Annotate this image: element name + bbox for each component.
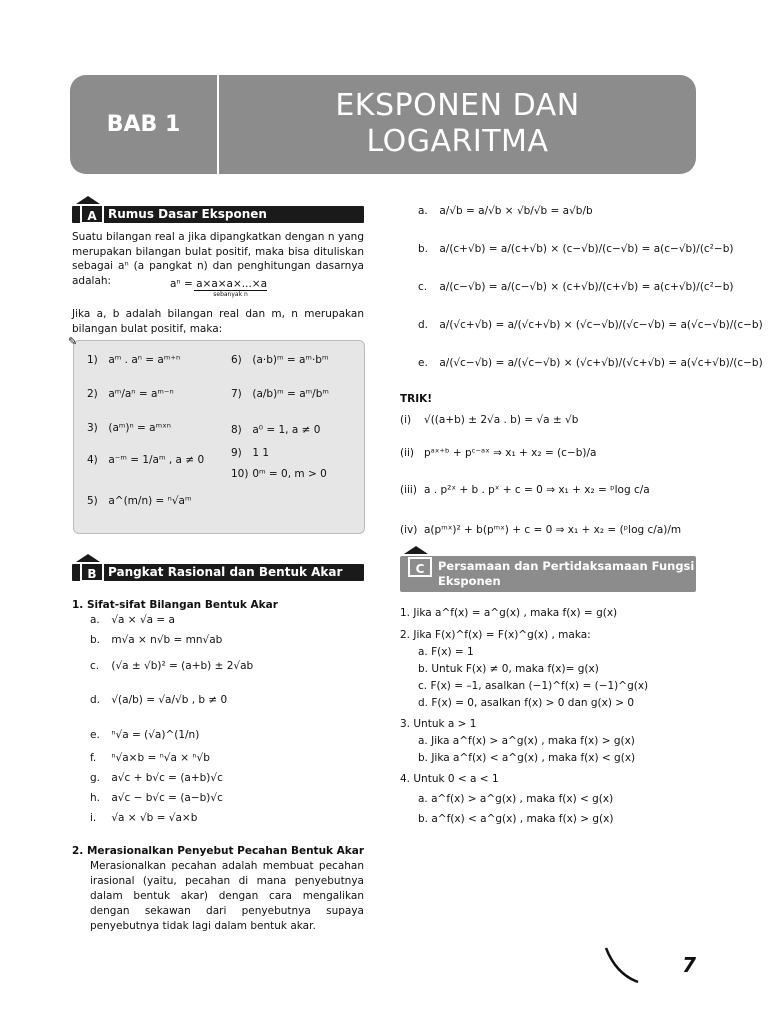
section-c-bar bbox=[400, 556, 696, 592]
chapter-title-line-1: EKSPONEN DAN bbox=[335, 88, 580, 123]
definition-underbrace-label: sebanyak n bbox=[194, 290, 267, 298]
section-c-subitem: b. Jika a^f(x) < a^g(x) , maka f(x) < g(x) bbox=[418, 752, 636, 764]
rule-number: 9) bbox=[231, 447, 242, 459]
rationalize-item bbox=[418, 196, 718, 234]
rule-number: 4) bbox=[87, 454, 98, 466]
item-formula: a/√b = a/√b × √b/√b = a√b/b bbox=[439, 205, 593, 217]
item-formula: a/(c+√b) = a/(c+√b) × (c−√b)/(c−√b) = a(c−√b)/(c²−b) bbox=[439, 243, 734, 255]
graduation-cap-icon bbox=[76, 196, 100, 204]
definition-equation bbox=[170, 278, 267, 298]
rule-formula: 0ᵐ = 0, m > 0 bbox=[252, 468, 327, 480]
section-c-subitem: a. a^f(x) > a^g(x) , maka f(x) < g(x) bbox=[418, 793, 614, 805]
item-number: (i) bbox=[400, 414, 412, 426]
item-letter: d. bbox=[90, 694, 101, 706]
item-number: (iv) bbox=[400, 524, 418, 536]
root-property bbox=[90, 792, 360, 812]
section-c-item: 2. Jika F(x)^f(x) = F(x)^g(x) , maka: bbox=[400, 629, 591, 641]
section-b-heading-1: 1. Sifat-sifat Bilangan Bentuk Akar bbox=[72, 599, 278, 611]
root-property bbox=[90, 654, 360, 682]
section-b-paragraph-2: Merasionalkan pecahan adalah membuat pecahan irasional (yaitu, pecahan di mana penyebutnya dalam bentuk akar) dengan cara mengalikan dengan sekawan dari penyebutnya supaya penyebutnya tidak lagi dalam bentuk akar. bbox=[90, 860, 364, 932]
item-letter: f. bbox=[90, 752, 97, 764]
root-property bbox=[90, 812, 360, 832]
section-c-badge: C bbox=[408, 557, 432, 577]
rule-10 bbox=[231, 468, 327, 480]
section-c-subitem: b. Untuk F(x) ≠ 0, maka f(x)= g(x) bbox=[418, 663, 599, 675]
rule-9 bbox=[231, 447, 269, 459]
root-property bbox=[90, 682, 360, 718]
item-letter: c. bbox=[418, 281, 428, 293]
section-c-subitem: c. F(x) = –1, asalkan (−1)^f(x) = (−1)^g(x) bbox=[418, 680, 649, 692]
trik-list bbox=[400, 408, 720, 550]
item-formula: a . p²ˣ + b . pˣ + c = 0 ⇒ x₁ + x₂ = ᵖlog c/a bbox=[424, 484, 650, 496]
rule-formula: (a·b)ᵐ = aᵐ·bᵐ bbox=[252, 354, 329, 366]
rule-number: 6) bbox=[231, 354, 242, 366]
rule-2 bbox=[87, 388, 174, 400]
chapter-title-line-2: LOGARITMA bbox=[366, 124, 549, 159]
page-corner-decoration-icon bbox=[602, 946, 642, 986]
item-formula: √(a/b) = √a/√b , b ≠ 0 bbox=[111, 694, 228, 706]
root-property bbox=[90, 614, 360, 634]
rule-number: 1) bbox=[87, 354, 98, 366]
rule-number: 3) bbox=[87, 422, 98, 434]
rule-formula: (aᵐ)ⁿ = aᵐˣⁿ bbox=[108, 422, 171, 434]
item-formula: ⁿ√a = (√a)^(1/n) bbox=[111, 729, 200, 741]
item-formula: ⁿ√a×b = ⁿ√a × ⁿ√b bbox=[111, 752, 210, 764]
item-letter: h. bbox=[90, 792, 100, 804]
rule-6 bbox=[231, 354, 329, 366]
item-number: (iii) bbox=[400, 484, 417, 496]
rule-formula: (a/b)ᵐ = aᵐ/bᵐ bbox=[252, 388, 329, 400]
trik-item bbox=[400, 408, 720, 436]
item-formula: m√a × n√b = mn√ab bbox=[111, 634, 223, 646]
item-formula: √a × √b = √a×b bbox=[111, 812, 198, 824]
rule-number: 5) bbox=[87, 495, 98, 507]
item-letter: d. bbox=[418, 319, 429, 331]
item-letter: b. bbox=[418, 243, 429, 255]
chapter-label: BAB 1 bbox=[106, 112, 181, 137]
section-c-item: 3. Untuk a > 1 bbox=[400, 718, 477, 730]
chapter-title bbox=[219, 80, 696, 168]
rule-formula: a⁰ = 1, a ≠ 0 bbox=[252, 424, 321, 436]
section-c-subitem: a. Jika a^f(x) > a^g(x) , maka f(x) > g(x) bbox=[418, 735, 635, 747]
trik-title: TRIK! bbox=[400, 393, 433, 405]
rule-number: 2) bbox=[87, 388, 98, 400]
root-property bbox=[90, 752, 360, 772]
section-c-subitem: d. F(x) = 0, asalkan f(x) > 0 dan g(x) > 0 bbox=[418, 697, 635, 709]
item-formula: a/(c−√b) = a/(c−√b) × (c+√b)/(c+√b) = a(c+√b)/(c²−b) bbox=[439, 281, 734, 293]
item-letter: e. bbox=[90, 729, 100, 741]
item-letter: a. bbox=[418, 205, 428, 217]
rationalize-item bbox=[418, 234, 734, 272]
rationalize-list bbox=[418, 196, 763, 386]
item-formula: a√c + b√c = (a+b)√c bbox=[111, 772, 223, 784]
section-b-badge: B bbox=[80, 562, 104, 582]
item-formula: √a × √a = a bbox=[111, 614, 175, 626]
root-property bbox=[90, 634, 360, 654]
item-letter: g. bbox=[90, 772, 101, 784]
section-c-title-line-2: Eksponen bbox=[438, 574, 501, 588]
item-number: (ii) bbox=[400, 447, 415, 459]
item-formula: a√c − b√c = (a−b)√c bbox=[111, 792, 223, 804]
rule-formula: 1 1 bbox=[252, 447, 270, 459]
rule-8 bbox=[231, 424, 320, 436]
item-formula: (√a ± √b)² = (a+b) ± 2√ab bbox=[111, 660, 254, 672]
item-letter: b. bbox=[90, 634, 101, 646]
rule-number: 7) bbox=[231, 388, 242, 400]
section-b-bar bbox=[72, 564, 364, 581]
pencil-icon: ✎ bbox=[68, 335, 78, 348]
rule-1 bbox=[87, 354, 180, 366]
rule-5 bbox=[87, 495, 192, 507]
section-c-subitem: b. a^f(x) < a^g(x) , maka f(x) > g(x) bbox=[418, 813, 614, 825]
section-c-item: 1. Jika a^f(x) = a^g(x) , maka f(x) = g(x) bbox=[400, 607, 618, 619]
rationalize-item bbox=[418, 310, 763, 348]
section-b-title: Pangkat Rasional dan Bentuk Akar bbox=[108, 565, 343, 579]
trik-item bbox=[400, 510, 720, 550]
section-a-title: Rumus Dasar Eksponen bbox=[108, 207, 267, 221]
item-formula: a/(√c+√b) = a/(√c+√b) × (√c−√b)/(√c−√b) = a(√c−√b)/(c−b) bbox=[439, 319, 763, 331]
rule-formula: aᵐ . aⁿ = aᵐ⁺ⁿ bbox=[108, 354, 181, 366]
definition-formula: aⁿ = a×a×a×...×a bbox=[170, 278, 268, 290]
section-c-list bbox=[400, 604, 720, 833]
item-formula: a(pᵐˣ)² + b(pᵐˣ) + c = 0 ⇒ x₁ + x₂ = (ᵖlog c/a)/m bbox=[424, 524, 682, 536]
section-b-heading-2: 2. Merasionalkan Penyebut Pecahan Bentuk Akar bbox=[72, 845, 365, 857]
section-a-bar bbox=[72, 206, 364, 223]
rule-number: 10) bbox=[231, 468, 249, 480]
section-c-subitem: a. F(x) = 1 bbox=[418, 646, 474, 658]
rule-number: 8) bbox=[231, 424, 242, 436]
item-letter: a. bbox=[90, 614, 100, 626]
item-letter: e. bbox=[418, 357, 428, 369]
item-formula: pᵃˣ⁺ᵇ + pᶜ⁻ᵃˣ ⇒ x₁ + x₂ = (c−b)/a bbox=[424, 447, 597, 459]
rule-formula: aᵐ/aⁿ = aᵐ⁻ⁿ bbox=[108, 388, 174, 400]
section-a-badge: A bbox=[80, 204, 104, 224]
trik-item bbox=[400, 470, 720, 510]
rule-4 bbox=[87, 454, 204, 466]
section-a-intro: Suatu bilangan real a jika dipangkatkan dengan n yang merupakan bilangan bulat positif, maka bisa dituliskan sebagai aⁿ (a pangkat n) dan penghitungan dasarnya adalah: bbox=[72, 231, 364, 287]
graduation-cap-icon bbox=[76, 554, 100, 562]
item-formula: √((a+b) ± 2√a . b) = √a ± √b bbox=[424, 414, 579, 426]
item-letter: i. bbox=[90, 812, 97, 824]
page-number: 7 bbox=[682, 953, 696, 977]
root-property bbox=[90, 718, 360, 752]
rule-formula: a⁻ᵐ = 1/aᵐ , a ≠ 0 bbox=[108, 454, 205, 466]
trik-item bbox=[400, 436, 720, 470]
root-property bbox=[90, 772, 360, 792]
section-a-condition: Jika a, b adalah bilangan real dan m, n merupakan bilangan bulat positif, maka: bbox=[72, 308, 364, 335]
rationalize-item bbox=[418, 272, 734, 310]
item-formula: a/(√c−√b) = a/(√c−√b) × (√c+√b)/(√c+√b) = a(√c+√b)/(c−b) bbox=[439, 357, 763, 369]
rule-7 bbox=[231, 388, 329, 400]
rule-formula: a^(m/n) = ⁿ√aᵐ bbox=[108, 495, 192, 507]
rule-3 bbox=[87, 422, 171, 434]
rationalize-item bbox=[418, 348, 763, 386]
graduation-cap-icon bbox=[404, 546, 428, 554]
section-c-item: 4. Untuk 0 < a < 1 bbox=[400, 773, 499, 785]
root-properties-list bbox=[90, 614, 360, 832]
item-letter: c. bbox=[90, 660, 100, 672]
section-c-title-line-1: Persamaan dan Pertidaksamaan Fungsi bbox=[438, 559, 695, 573]
